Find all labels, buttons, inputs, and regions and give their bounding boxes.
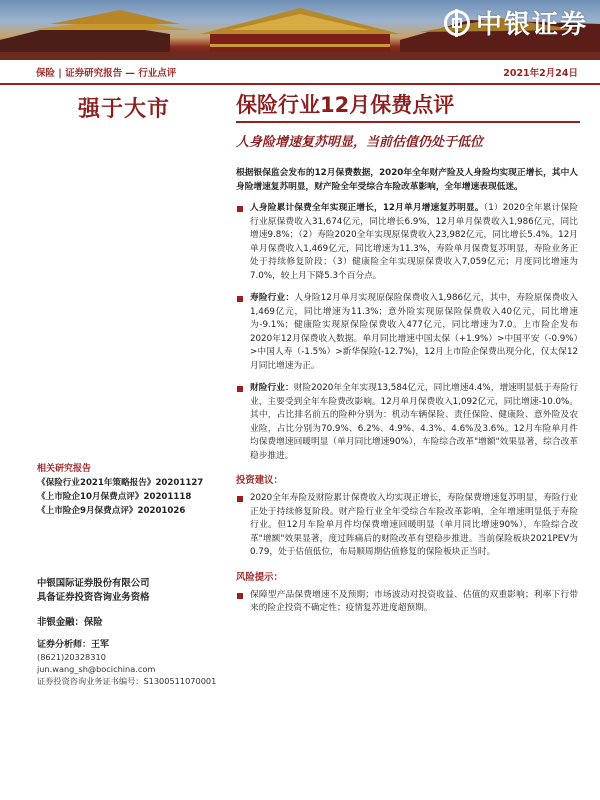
related-report-item[interactable]: 《上市险企10月保费点评》20201118: [37, 492, 192, 502]
report-body: [236, 167, 578, 625]
analyst-license: 证券投资咨询业务证书编号：S1300511070001: [37, 676, 217, 686]
analyst-name: 证券分析师：王军: [37, 640, 110, 650]
related-reports-title: 相关研究报告: [37, 464, 92, 474]
rating-label: 强于大市: [78, 96, 171, 122]
risk-warning-title: 风险提示：: [236, 571, 283, 583]
investment-advice-text: 2020全年寿险及财险累计保费收入均实现正增长，寿险保费增速复苏明显，寿险行业正处于持续修复阶段。财产险行业全年受综合车险改革影响，全年增速明显低于寿险行业。但12月车险单月件均保费增速回暖明显（单月同比增速90%），车险综合改革"增额"效果显著，度过阵痛后的财险改革有望稳步推进。当前保险板块2021PEV为0.79，处于估值低位，布局顺周期估值修复的保险板块正当时。: [250, 493, 578, 557]
key-point-body: 财险2020年全年实现13,584亿元，同比增速4.4%，增速明显低于寿险行业，主要受到全年车险费改影响。12月单月保费收入1,092亿元，同比增速-10.0%。其中，占比排名前五的险种分别为：机动车辆保险、责任保险、健康险、意外险及农业险，占比分别为70.9%、6.2%、4.9%、4.3%、4.6%及3.6%。12月车险单月件均保费增速回暖明显（单月同比增速90%），车险综合改革"增额"效果显著，综合改革稳步推进。: [250, 383, 579, 461]
key-point-body: 人身险12月单月实现原保险保费收入1,986亿元，其中，寿险原保费收入1,469亿元，同比增速为11.3%；意外险实现原保险保费收入40亿元，同比增速为-9.1%；健康险实现原保险保费收入477亿元，同比增速为7.0。上市险企发布2020年12月保费收入数据。单月同比增速中国太保（+1.9%）>中国平安（-0.9%）>中国人寿（-1.5%）>新华保险(-12.7%)，12月上市险企保费出现分化，仅太保12月同比增速为正。: [250, 293, 578, 371]
left-sidebar: [0, 0, 218, 800]
key-point: [236, 202, 578, 283]
key-point-head: 财险行业：: [250, 383, 294, 393]
bullet-square-icon: [237, 593, 243, 599]
investment-advice-title: 投资建议：: [236, 475, 283, 486]
bullet-square-icon: [237, 386, 243, 392]
key-point: [236, 292, 578, 373]
analyst-contact: [37, 651, 237, 687]
key-point: [236, 382, 578, 463]
title-divider: [236, 121, 580, 123]
brand: [444, 4, 588, 41]
boc-logo-icon: [444, 10, 470, 36]
risk-warning-text: 保障型产品保费增速不及预期；市场波动对投资收益、估值的双重影响；利率下行带来的险企投资不确定性；疫情复苏进度超预期。: [250, 589, 578, 613]
key-point-body: （1）2020全年累计保险行业原保费收入31,674亿元，同比增长6.9%，12月单月保费收入1,986亿元，同比增速9.8%；（2）寿险2020全年实现原保费收入23,982亿元，同比增长5.4%。12月单月保费收入1,469亿元，同比增速为11.3%，寿险单月保费复苏明显，寿险业务正处于持续修复阶段；（3）健康险全年实现原保费收入7,059亿元；月度同比增速为7.0%，较上月下降5.3个百分点。: [250, 203, 578, 281]
organization-license: 具备证券投资咨询业务资格: [37, 592, 150, 603]
breadcrumb: 保险 | 证券研究报告 — 行业点评: [36, 68, 177, 79]
organization-info: [37, 577, 217, 605]
bullet-square-icon: [237, 296, 243, 302]
related-reports-list: [37, 476, 217, 518]
bullet-square-icon: [237, 206, 243, 212]
key-point-head: 寿险行业：: [250, 293, 295, 303]
intro-paragraph: 根据银保监会发布的12月保费数据，2020年全年财产险及人身险均实现正增长，其中人身险增速复苏明显，财产险全年受综合车险改革影响，全年增速表现低迷。: [236, 168, 578, 192]
report-subtitle: 人身险增速复苏明显，当前估值仍处于低位: [236, 135, 484, 150]
brand-name: 中银证券: [475, 10, 588, 40]
analyst-phone: (8621)20328310: [37, 652, 106, 662]
industry-label: 非银金融：保险: [37, 617, 103, 628]
investment-advice: [236, 492, 578, 560]
report-title: 保险行业12月保费点评: [236, 93, 455, 117]
bullet-square-icon: [237, 496, 243, 502]
key-point-head: 人身险累计保费全年实现正增长，12月单月增速复苏明显。: [250, 203, 484, 213]
related-report-item[interactable]: 《保险行业2021年策略报告》20201127: [37, 478, 204, 488]
key-points: [236, 202, 578, 463]
risk-warning: [236, 589, 578, 616]
report-date: 2021年2月24日: [503, 68, 578, 79]
related-report-item[interactable]: 《上市险企9月保费点评》20201026: [37, 506, 186, 516]
organization-name: 中银国际证券股份有限公司: [37, 578, 150, 589]
analyst-email[interactable]: jun.wang_sh@bocichina.com: [37, 664, 156, 674]
